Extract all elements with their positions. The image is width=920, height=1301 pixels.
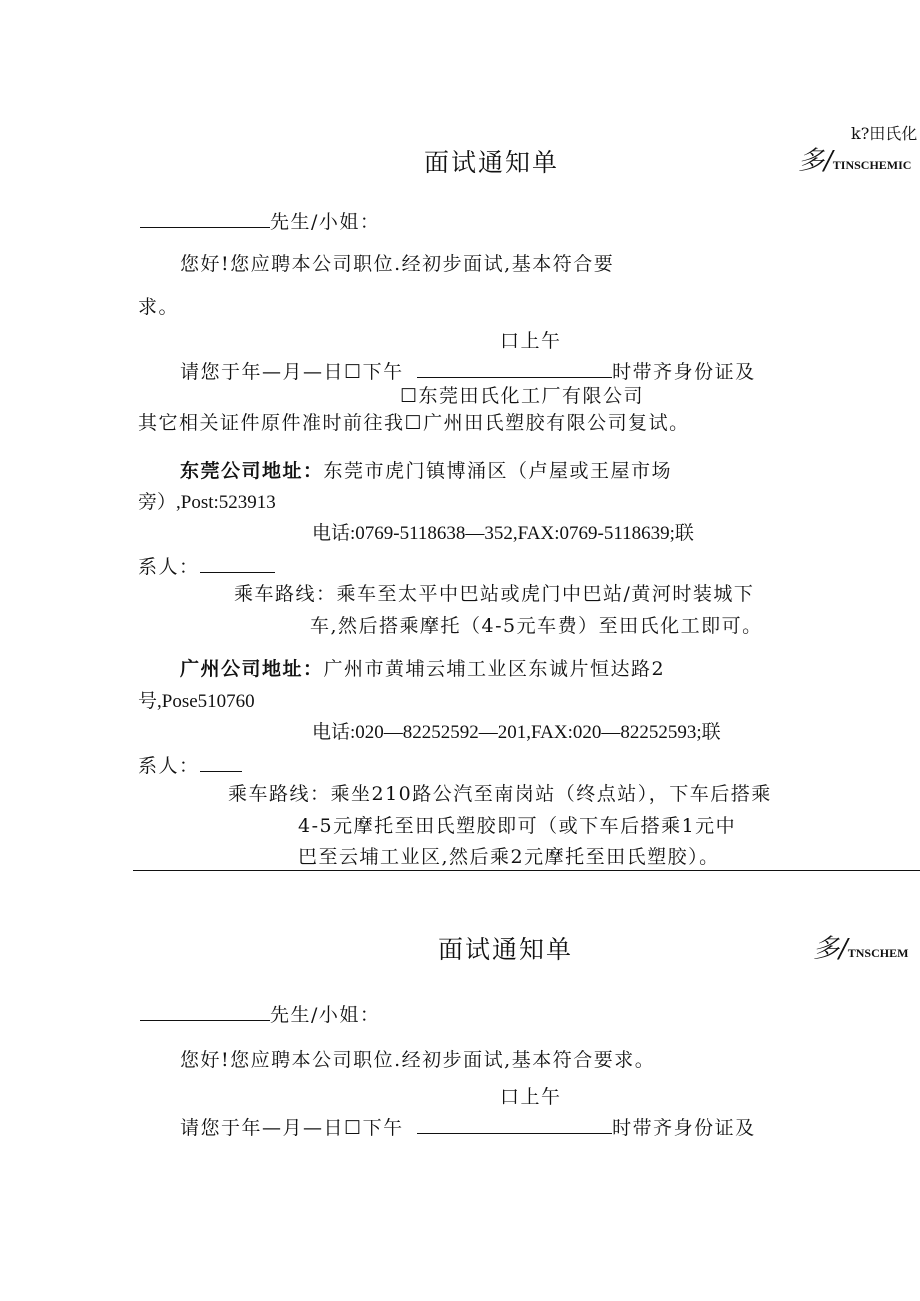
guangzhou-route-line: 乘车路线：乘坐210路公汽至南岗站（终点站），下车后搭乘 [228, 783, 772, 805]
guangzhou-contact-label: 系人： [138, 755, 200, 777]
guangzhou-phone: 电话:020—82252592—201,FAX:020—82252593;联 [312, 722, 721, 743]
dongguan-route-line: 乘车路线：乘车至太平中巴站或虎门中巴站/黄河时装城下 [234, 583, 755, 605]
option-dongguan-text: 东莞田氏化工厂有限公司 [418, 385, 645, 407]
dongguan-address [180, 462, 672, 481]
dongguan-contact-label: 系人： [138, 556, 200, 578]
guangzhou-contact [138, 754, 242, 776]
guangzhou-address-text: 广州市黄埔云埔工业区东诚片恒达路2 [323, 658, 666, 680]
company-logo-2 [813, 936, 908, 962]
time-line [180, 360, 756, 382]
guangzhou-address-label: 广州公司地址： [180, 658, 324, 680]
greeting-line: 您好!您应聘本公司职位.经初步面试,基本符合要 [180, 253, 615, 275]
page-title: 面试通知单 [424, 148, 560, 177]
greeting-line-cont: 求。 [138, 296, 180, 318]
checkbox-icon: ☐ [344, 1117, 363, 1139]
contact-blank [200, 754, 242, 772]
checkbox-icon: ☐ [404, 412, 424, 434]
salutation [140, 210, 380, 232]
contact-blank [200, 555, 275, 573]
dongguan-address-text: 东莞市虎门镇博涌区（卢屋或王屋市场 [323, 460, 673, 482]
time-blank [417, 360, 612, 378]
dongguan-phone: 电话:0769-5118638—352,FAX:0769-5118639;联 [312, 523, 694, 544]
logo-name: TNSCHEM [847, 946, 909, 960]
company-logo-text: k?田氏化 [851, 124, 918, 143]
dongguan-contact [138, 555, 275, 577]
docs-line-start: 其它相关证件原件准时前往我 [138, 412, 405, 434]
time-line-start: 请您于年—月—日 [180, 361, 345, 383]
salutation-text: 先生/小姐： [270, 1004, 381, 1026]
section-divider [133, 870, 920, 871]
dongguan-address-label: 东莞公司地址： [180, 460, 324, 482]
logo-name: TINSCHEMIC [832, 158, 912, 172]
dongguan-route-line-cont: 车,然后搭乘摩托（4-5元车费）至田氏化工即可。 [310, 615, 763, 637]
checkbox-icon: ☐ [400, 385, 419, 407]
salutation-2 [140, 1003, 380, 1025]
name-blank [140, 1003, 270, 1021]
salutation-text: 先生/小姐： [270, 211, 381, 233]
time-line-end: 时带齐身份证及 [612, 361, 756, 383]
guangzhou-route-line-cont: 4-5元摩托至田氏塑胶即可（或下车后搭乘1元中 [298, 815, 737, 837]
company-logo [798, 148, 911, 174]
logo-mark: 多/ [813, 934, 848, 964]
docs-line [138, 414, 690, 433]
option-am-2: 口上午 [500, 1086, 562, 1108]
option-pm: 下午 [362, 361, 404, 383]
page-title-2: 面试通知单 [438, 935, 574, 964]
time-line-end: 时带齐身份证及 [612, 1117, 756, 1139]
logo-mark: 多/ [798, 146, 833, 176]
time-line-start: 请您于年—月—日 [180, 1117, 345, 1139]
greeting-line-2: 您好!您应聘本公司职位.经初步面试,基本符合要求。 [180, 1049, 656, 1071]
time-blank [417, 1116, 612, 1134]
option-guangzhou: 广州田氏塑胶有限公司复试。 [423, 412, 690, 434]
checkbox-icon: ☐ [344, 361, 363, 383]
time-line-2 [180, 1116, 756, 1138]
name-blank [140, 210, 270, 228]
guangzhou-address [180, 660, 665, 679]
guangzhou-route-line-cont2: 巴至云埔工业区,然后乘2元摩托至田氏塑胶）。 [298, 846, 720, 868]
guangzhou-address-cont: 号,Pose510760 [138, 691, 255, 712]
option-pm: 下午 [362, 1117, 404, 1139]
option-dongguan [400, 387, 644, 406]
dongguan-address-cont: 旁）,Post:523913 [138, 492, 276, 513]
option-am: 口上午 [500, 330, 562, 352]
